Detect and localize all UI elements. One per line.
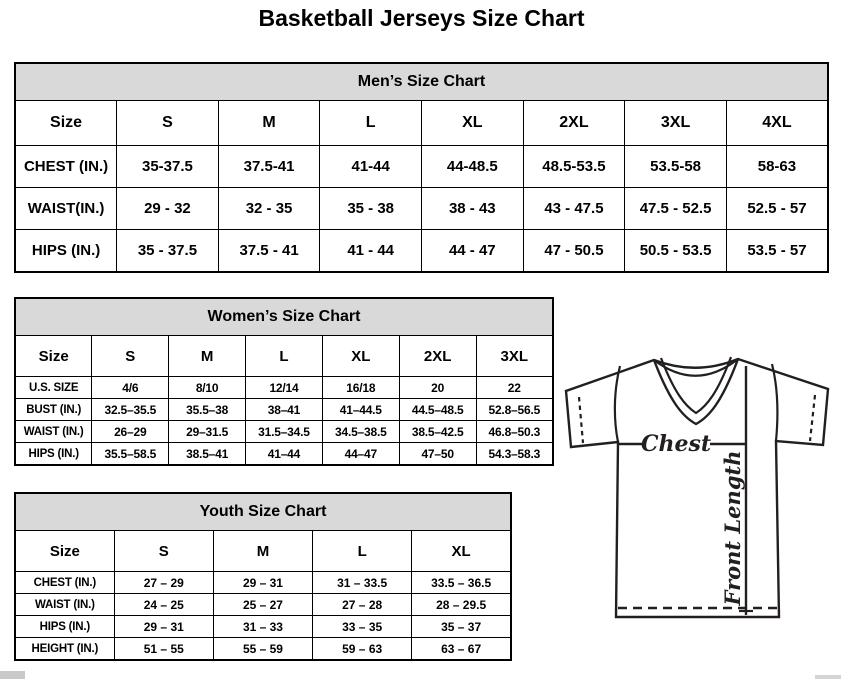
column-header: 2XL — [399, 336, 476, 377]
row-label: CHEST (IN.) — [15, 146, 117, 188]
size-value-cell: 29 – 31 — [213, 572, 312, 594]
column-header: M — [213, 531, 312, 572]
size-value-cell: 47 - 50.5 — [523, 230, 625, 273]
column-header: XL — [422, 101, 524, 146]
measurement-row — [15, 638, 511, 661]
size-value-cell: 20 — [399, 377, 476, 399]
size-value-cell: 29 - 32 — [117, 188, 219, 230]
left-sleeve-seam — [615, 366, 620, 442]
size-value-cell: 47.5 - 52.5 — [625, 188, 727, 230]
size-value-cell: 35 - 37.5 — [117, 230, 219, 273]
row-label: HEIGHT (IN.) — [15, 638, 114, 661]
size-value-cell: 53.5 - 57 — [726, 230, 828, 273]
measurement-row — [15, 188, 828, 230]
size-value-cell: 32 - 35 — [218, 188, 320, 230]
youth-table-title-row — [15, 493, 511, 531]
size-value-cell: 35 - 38 — [320, 188, 422, 230]
column-header: S — [117, 101, 219, 146]
column-header: M — [169, 336, 246, 377]
mens-table-title-row — [15, 63, 828, 101]
size-value-cell: 4/6 — [92, 377, 169, 399]
mens-size-table — [14, 62, 829, 273]
size-value-cell: 38 - 43 — [422, 188, 524, 230]
size-value-cell: 24 – 25 — [114, 594, 213, 616]
size-value-cell: 33.5 – 36.5 — [412, 572, 511, 594]
column-header: M — [218, 101, 320, 146]
row-label: BUST (IN.) — [15, 399, 92, 421]
size-value-cell: 31.5–34.5 — [246, 421, 323, 443]
right-sleeve-seam — [772, 364, 777, 441]
size-value-cell: 54.3–58.3 — [476, 443, 553, 466]
size-value-cell: 41 - 44 — [320, 230, 422, 273]
size-value-cell: 41-44 — [320, 146, 422, 188]
column-header: L — [313, 531, 412, 572]
womens-size-table — [14, 297, 554, 466]
chest-label: Chest — [640, 431, 712, 457]
measurement-row — [15, 399, 553, 421]
right-cuff-dashed-line — [810, 395, 815, 441]
column-header: L — [320, 101, 422, 146]
size-value-cell: 47–50 — [399, 443, 476, 466]
size-value-cell: 41–44.5 — [322, 399, 399, 421]
bottom-right-partial-fragment — [815, 675, 841, 679]
size-value-cell: 35 – 37 — [412, 616, 511, 638]
size-value-cell: 29–31.5 — [169, 421, 246, 443]
size-value-cell: 55 – 59 — [213, 638, 312, 661]
row-label: WAIST (IN.) — [15, 594, 114, 616]
size-value-cell: 48.5-53.5 — [523, 146, 625, 188]
size-value-cell: 44-48.5 — [422, 146, 524, 188]
measurement-row — [15, 443, 553, 466]
left-cuff-dashed-line — [579, 397, 583, 443]
jersey-outline — [566, 359, 828, 617]
column-header: XL — [322, 336, 399, 377]
column-header: S — [92, 336, 169, 377]
youth-table-title: Youth Size Chart — [15, 493, 511, 531]
size-value-cell: 37.5 - 41 — [218, 230, 320, 273]
size-value-cell: 29 – 31 — [114, 616, 213, 638]
measurement-row — [15, 616, 511, 638]
row-label: U.S. SIZE — [15, 377, 92, 399]
size-value-cell: 25 – 27 — [213, 594, 312, 616]
size-value-cell: 59 – 63 — [313, 638, 412, 661]
column-header: 3XL — [625, 101, 727, 146]
size-value-cell: 44–47 — [322, 443, 399, 466]
size-value-cell: 52.8–56.5 — [476, 399, 553, 421]
size-value-cell: 35.5–38 — [169, 399, 246, 421]
column-header: 3XL — [476, 336, 553, 377]
jersey-measurement-diagram — [556, 350, 838, 652]
size-value-cell: 26–29 — [92, 421, 169, 443]
size-value-cell: 41–44 — [246, 443, 323, 466]
size-value-cell: 31 – 33 — [213, 616, 312, 638]
size-value-cell: 63 – 67 — [412, 638, 511, 661]
column-header: Size — [15, 531, 114, 572]
column-header: Size — [15, 336, 92, 377]
size-value-cell: 27 – 29 — [114, 572, 213, 594]
row-label: WAIST(IN.) — [15, 188, 117, 230]
size-value-cell: 38.5–42.5 — [399, 421, 476, 443]
measurement-row — [15, 377, 553, 399]
size-value-cell: 51 – 55 — [114, 638, 213, 661]
size-value-cell: 22 — [476, 377, 553, 399]
size-value-cell: 52.5 - 57 — [726, 188, 828, 230]
size-value-cell: 38.5–41 — [169, 443, 246, 466]
measurement-row — [15, 230, 828, 273]
size-value-cell: 35.5–58.5 — [92, 443, 169, 466]
size-value-cell: 38–41 — [246, 399, 323, 421]
column-header: 4XL — [726, 101, 828, 146]
measurement-row — [15, 146, 828, 188]
column-header-row — [15, 531, 511, 572]
size-value-cell: 8/10 — [169, 377, 246, 399]
mens-table-title: Men’s Size Chart — [15, 63, 828, 101]
column-header: L — [246, 336, 323, 377]
bottom-left-partial-fragment — [0, 671, 25, 679]
size-value-cell: 53.5-58 — [625, 146, 727, 188]
measurement-row — [15, 421, 553, 443]
column-header-row — [15, 101, 828, 146]
womens-table-title-row — [15, 298, 553, 336]
size-value-cell: 46.8–50.3 — [476, 421, 553, 443]
measurement-row — [15, 594, 511, 616]
measurement-row — [15, 572, 511, 594]
size-value-cell: 32.5–35.5 — [92, 399, 169, 421]
column-header: Size — [15, 101, 117, 146]
front-length-label: Front Length — [720, 450, 745, 606]
page-title: Basketball Jerseys Size Chart — [258, 5, 585, 31]
size-value-cell: 44.5–48.5 — [399, 399, 476, 421]
column-header: S — [114, 531, 213, 572]
size-value-cell: 28 – 29.5 — [412, 594, 511, 616]
size-value-cell: 33 – 35 — [313, 616, 412, 638]
row-label: HIPS (IN.) — [15, 443, 92, 466]
column-header: 2XL — [523, 101, 625, 146]
row-label: CHEST (IN.) — [15, 572, 114, 594]
size-value-cell: 31 – 33.5 — [313, 572, 412, 594]
size-value-cell: 35-37.5 — [117, 146, 219, 188]
size-value-cell: 44 - 47 — [422, 230, 524, 273]
size-value-cell: 16/18 — [322, 377, 399, 399]
row-label: HIPS (IN.) — [15, 616, 114, 638]
column-header-row — [15, 336, 553, 377]
youth-size-table — [14, 492, 512, 661]
size-value-cell: 50.5 - 53.5 — [625, 230, 727, 273]
size-value-cell: 27 – 28 — [313, 594, 412, 616]
size-value-cell: 37.5-41 — [218, 146, 320, 188]
womens-table-title: Women’s Size Chart — [15, 298, 553, 336]
size-value-cell: 34.5–38.5 — [322, 421, 399, 443]
size-value-cell: 58-63 — [726, 146, 828, 188]
size-value-cell: 43 - 47.5 — [523, 188, 625, 230]
row-label: WAIST (IN.) — [15, 421, 92, 443]
column-header: XL — [412, 531, 511, 572]
size-value-cell: 12/14 — [246, 377, 323, 399]
row-label: HIPS (IN.) — [15, 230, 117, 273]
